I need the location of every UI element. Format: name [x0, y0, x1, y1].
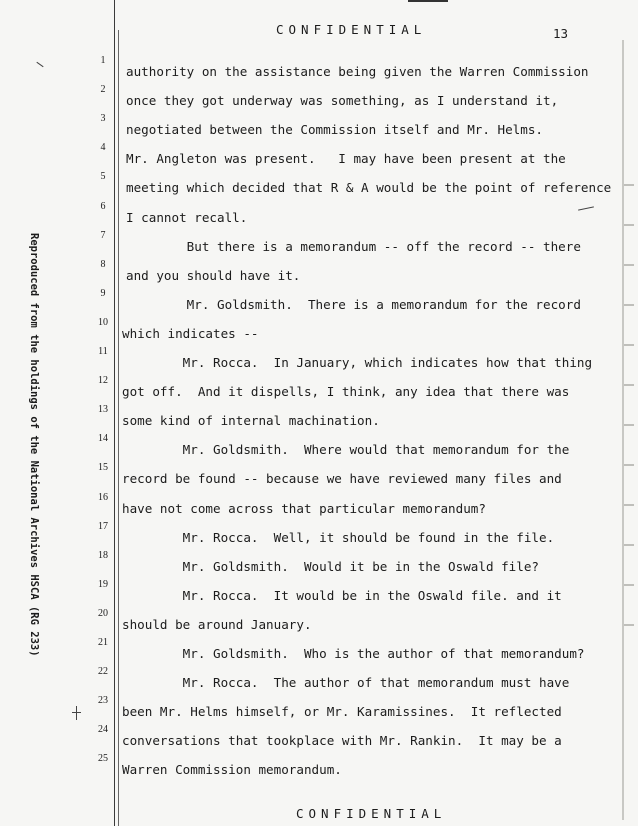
archive-stamp: Reproduced from the holdings of the National Archives HSCA (RG 233)	[28, 233, 40, 657]
line-number: 11	[98, 346, 108, 357]
line-number: 25	[98, 753, 108, 765]
transcript-line: have not come across that particular memorandum?	[122, 500, 486, 516]
transcript-line: which indicates --	[122, 325, 259, 341]
line-number: 10	[98, 316, 108, 328]
stray-mark-right	[578, 206, 594, 210]
transcript-line: negotiated between the Commission itself and Mr. Helms.	[126, 122, 544, 138]
transcript-line: authority on the assistance being given the Warren Commission	[126, 64, 589, 79]
line-number: 16	[98, 491, 108, 503]
transcript-line: Mr. Rocca. It would be in the Oswald file. and it	[122, 587, 562, 603]
line-number: 13	[98, 404, 108, 416]
transcript-line: and you should have it.	[126, 267, 301, 283]
margin-rule-outer	[114, 0, 115, 826]
line-number: 14	[98, 433, 108, 445]
top-smudge-mark	[408, 0, 448, 2]
transcript-line: Mr. Goldsmith. Would it be in the Oswald file?	[122, 558, 540, 574]
transcript-line: Mr. Rocca. Well, it should be found in the file.	[122, 529, 555, 545]
transcript-line: got off. And it dispells, I think, any idea that there was	[122, 384, 570, 400]
line-number: 17	[98, 520, 108, 532]
line-number: 4	[100, 142, 106, 154]
line-number: 1	[100, 55, 106, 66]
line-number: 2	[100, 84, 106, 96]
line-number: 12	[98, 375, 108, 387]
stray-mark-left	[36, 62, 43, 67]
line-number: 19	[98, 578, 108, 590]
transcript-line: conversations that tookplace with Mr. Rankin. It may be a	[122, 733, 562, 749]
line-number: 24	[98, 724, 108, 736]
transcript-line: Mr. Rocca. The author of that memorandum must have	[122, 675, 570, 691]
transcript-line: Mr. Rocca. In January, which indicates how that thing	[122, 355, 593, 370]
transcript-line: I cannot recall.	[126, 209, 248, 225]
transcript-line: some kind of internal machination.	[122, 413, 380, 429]
scan-edge-noise	[624, 170, 634, 650]
line-number: 23	[98, 695, 108, 707]
line-number: 6	[100, 200, 106, 212]
line-number: 7	[100, 229, 106, 241]
transcript-line: Mr. Goldsmith. There is a memorandum for the record	[126, 296, 581, 312]
page-number: 13	[553, 26, 569, 41]
line-number: 9	[100, 287, 106, 299]
line-number: 20	[98, 607, 108, 619]
stray-mark-bottom-bar	[72, 712, 81, 713]
line-number: 5	[100, 171, 106, 183]
transcript-line: once they got underway was something, as I understand it,	[126, 93, 559, 109]
transcript-line: But there is a memorandum -- off the record -- there	[126, 238, 581, 254]
transcript-line: Mr. Goldsmith. Who is the author of that memorandum?	[122, 646, 585, 661]
transcript-line: meeting which decided that R & A would be the point of reference	[126, 180, 612, 196]
transcript-line: Mr. Goldsmith. Where would that memorandum for the	[122, 442, 570, 458]
transcript-line: should be around January.	[122, 616, 312, 632]
line-number: 15	[98, 462, 108, 474]
line-number: 3	[100, 113, 106, 125]
line-number: 22	[98, 666, 108, 678]
transcript-line: record be found -- because we have reviewed many files and	[122, 471, 562, 487]
margin-rule-inner	[118, 30, 119, 826]
header-confidential: CONFIDENTIAL	[276, 22, 427, 37]
footer-confidential: CONFIDENTIAL	[296, 806, 447, 821]
line-number: 21	[98, 637, 108, 648]
line-number: 8	[100, 258, 106, 270]
stray-mark-bottom	[76, 706, 77, 720]
line-number: 18	[98, 549, 108, 561]
transcript-line: Mr. Angleton was present. I may have been present at the	[126, 151, 566, 167]
transcript-line: Warren Commission memorandum.	[122, 762, 342, 778]
transcript-line: been Mr. Helms himself, or Mr. Karamissines. It reflected	[122, 704, 562, 720]
